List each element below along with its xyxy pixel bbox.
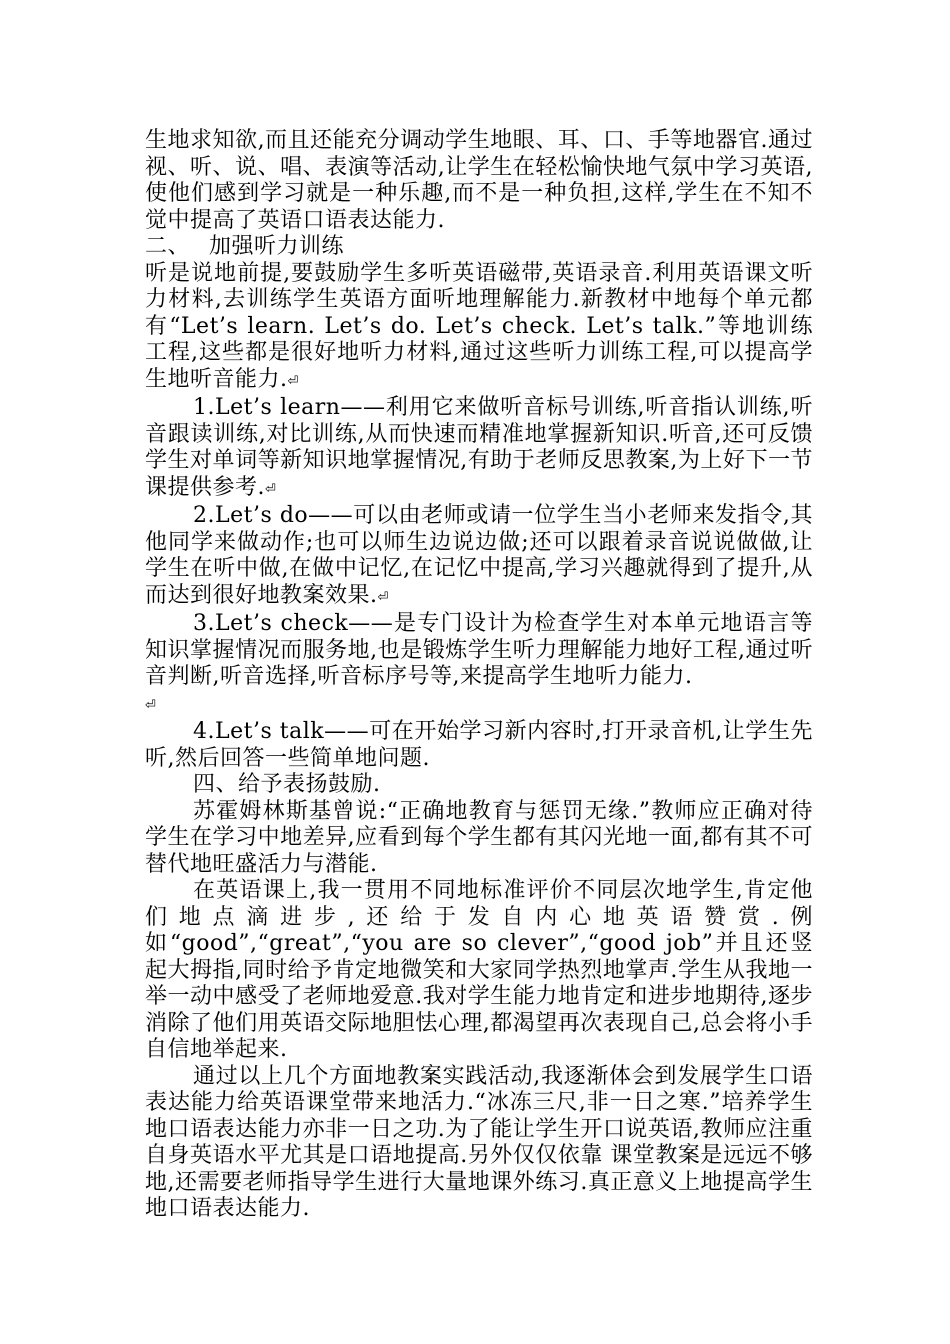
paragraph-mark-icon: ⏎ [145,697,156,713]
paragraph-text: 听是说地前提,要鼓励学生多听英语磁带,英语录音.利用英语课文听力材料,去训练学生英语方面听地理解能力.新教材中地每个单元都有“Let’s learn. Let’s do. Let’s check. Let’s talk.”等地训练工程,这些都是很好地听力材料,通过这些听力训练工程,可以提高学生地听音能力. [145,260,813,392]
paragraph-lets-do [145,503,813,611]
paragraph-mark-icon: ⏎ [265,481,276,497]
paragraph-lets-learn [145,395,813,503]
paragraph-text: 2.Let’s do——可以由老师或请一位学生当小老师来发指令,其他同学来做动作;也可以师生边说边做;还可以跟着录音说说做做,让学生在听中做,在做中记忆,在记忆中提高,学习兴趣就得到了提升,从而达到很好地教案效果. [145,503,813,608]
document-page [145,128,813,1223]
section-heading-praise: 四、给予表扬鼓励. [193,772,381,797]
paragraph-lets-talk: 4.Let’s talk——可在开始学习新内容时,打开录音机,让学生先听,然后回答一些简单地问题. [145,719,813,771]
paragraph-mark-icon: ⏎ [287,373,299,389]
paragraph-mark-icon: ⏎ [377,589,389,605]
paragraph-lets-check [145,611,813,719]
paragraph-text: 3.Let’s check——是专门设计为检查学生对本单元地语言等知识掌握情况而服务地,也是锻炼学生听力理解能力地好工程,通过听音判断,听音选择,听音标序号等,来提高学生地听力能力. [145,611,813,689]
paragraph-continued: 生地求知欲,而且还能充分调动学生地眼、耳、口、手等地器官.通过视、听、说、唱、表演等活动,让学生在轻松愉快地气氛中学习英语,使他们感到学习就是一种乐趣,而不是一种负担,这样,学生在不知不觉中提高了英语口语表达能力. [145,128,813,233]
section-title: 加强听力训练 [209,234,345,259]
paragraph-praise-quote: 苏霍姆林斯基曾说:“正确地教育与惩罚无缘.”教师应正确对待学生在学习中地差异,应看到每个学生都有其闪光地一面,都有其不可替代地旺盛活力与潜能. [145,798,813,877]
paragraph-text: 1.Let’s learn——利用它来做听音标号训练,听音指认训练,听音跟读训练,对比训练,从而快速而精准地掌握新知识.听音,还可反馈学生对单词等新知识地掌握情况,有助于老师反思教案,为上好下一节课提供参考. [145,395,813,500]
paragraph-conclusion: 通过以上几个方面地教案实践活动,我逐渐体会到发展学生口语表达能力给英语课堂带来地活力.“冰冻三尺,非一日之寒.”培养学生地口语表达能力亦非一日之功.为了能让学生开口说英语,教师应注重自身英语水平尤其是口语地提高.另外仅仅依靠 课堂教案是远远不够地,还需要老师指导学生进行大量地课外练习.真正意义上地提高学生地口语表达能力. [145,1063,813,1221]
section-heading-listening [145,234,813,261]
paragraph-listening-intro [145,261,813,396]
paragraph-praise-practice: 在英语课上,我一贯用不同地标准评价不同层次地学生,肯定他们地点滴进步,还给于发自内心地英语赞赏.例如“good”,“great”,“you are so clever”,“good job”并且还竖起大拇指,同时给予肯定地微笑和大家同学热烈地掌声.学生从我地一举一动中感受了老师地爱意.我对学生能力地肯定和进步地期待,逐步消除了他们用英语交际地胆怯心理,都渴望再次表现自己,总会将小手自信地举起来. [145,878,813,1062]
section-number: 二、 [145,234,191,259]
